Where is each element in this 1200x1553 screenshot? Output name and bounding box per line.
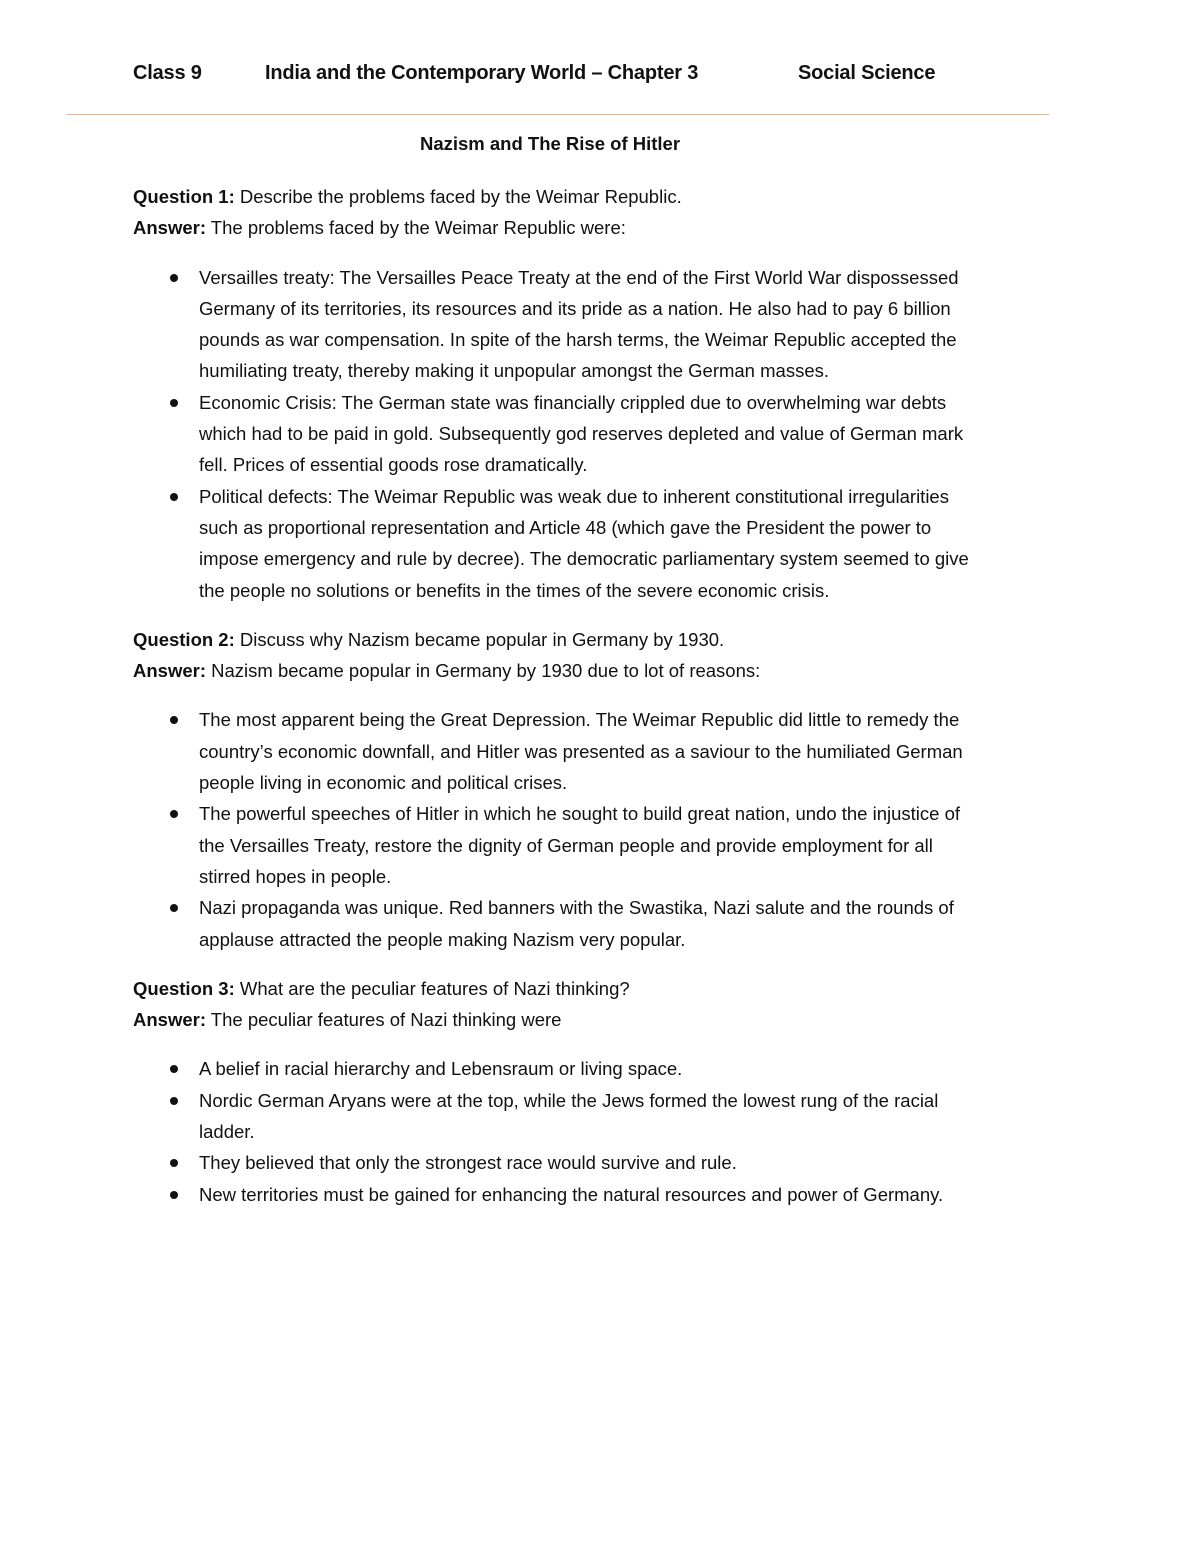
list-item <box>133 262 983 387</box>
answer-2-bullet-list <box>133 704 983 954</box>
list-item-text: Political defects: The Weimar Republic was weak due to inherent constitutional irregularities such as proportional representation and Article 48 (which gave the President the power to impose emergency and rule by decree). The democratic parliamentary system seemed to give the people no solutions or benefits in the times of the severe economic crisis. <box>199 485 969 601</box>
header-divider <box>67 114 1049 115</box>
bullet-icon <box>170 493 178 501</box>
list-item <box>133 892 983 955</box>
answer-text: The problems faced by the Weimar Republic were: <box>206 217 626 239</box>
question-text: What are the peculiar features of Nazi thinking? <box>234 977 630 999</box>
question-line <box>133 973 983 1004</box>
question-line <box>133 181 983 212</box>
list-item-text: Nazi propaganda was unique. Red banners with the Swastika, Nazi salute and the rounds of applause attracted the people making Nazism very popular. <box>199 897 954 950</box>
question-label: Question 1: <box>133 186 235 207</box>
bullet-icon <box>170 716 178 724</box>
document-title: Nazism and The Rise of Hitler <box>419 133 681 154</box>
list-item <box>133 704 983 798</box>
header-stream: Social Science <box>798 62 936 84</box>
bullet-icon <box>170 399 178 407</box>
question-3-block <box>133 973 983 1036</box>
list-item <box>133 1053 983 1084</box>
bullet-icon <box>170 274 178 282</box>
list-item-text: New territories must be gained for enhancing the natural resources and power of Germany. <box>199 1183 944 1205</box>
list-item-text: They believed that only the strongest race would survive and rule. <box>199 1152 737 1174</box>
bullet-icon <box>170 1097 178 1105</box>
question-line <box>133 624 983 655</box>
answer-label: Answer: <box>133 217 206 239</box>
question-text: Discuss why Nazism became popular in Germany by 1930. <box>234 628 725 650</box>
question-label: Question 2: <box>133 628 235 650</box>
question-2-block <box>133 624 983 687</box>
list-item-text: Economic Crisis: The German state was financially crippled due to overwhelming war debts which had to be paid in gold. Subsequently god reserves depleted and value of German mark fell. Prices of essential goods rose dramatically. <box>199 391 964 476</box>
bullet-icon <box>170 1191 178 1199</box>
header-subject: India and the Contemporary World – Chapter 3 <box>265 62 699 84</box>
list-item <box>133 1085 983 1148</box>
list-item-text: The most apparent being the Great Depression. The Weimar Republic did little to remedy the country’s economic downfall, and Hitler was presented as a saviour to the humiliated German people living in economic and political crises. <box>199 709 963 794</box>
list-item <box>133 387 983 481</box>
list-item <box>133 1179 983 1210</box>
document-body <box>133 181 983 1228</box>
answer-line <box>133 655 983 686</box>
list-item-text: Versailles treaty: The Versailles Peace Treaty at the end of the First World War dispossessed Germany of its territories, its resources and its pride as a nation. He also had to pay 6 billion pounds as war compensation. In spite of the harsh terms, the Weimar Republic accepted the humiliating treaty, thereby making it unpopular amongst the German masses. <box>199 266 959 382</box>
answer-text: Nazism became popular in Germany by 1930 due to lot of reasons: <box>206 660 761 682</box>
answer-text: The peculiar features of Nazi thinking were <box>206 1009 562 1031</box>
bullet-icon <box>170 1065 178 1073</box>
answer-3-bullet-list <box>133 1053 983 1209</box>
bullet-icon <box>170 904 178 912</box>
answer-label: Answer: <box>133 660 206 682</box>
list-item-text: The powerful speeches of Hitler in which he sought to build great nation, undo the injustice of the Versailles Treaty, restore the dignity of German people and provide employment for all stirred hopes in people. <box>199 803 961 887</box>
list-item-text: A belief in racial hierarchy and Lebensraum or living space. <box>199 1058 683 1080</box>
question-label: Question 3: <box>133 977 235 999</box>
page-header <box>133 62 963 94</box>
bullet-icon <box>170 810 178 818</box>
answer-line <box>133 1004 983 1035</box>
list-item-text: Nordic German Aryans were at the top, while the Jews formed the lowest rung of the racial ladder. <box>199 1089 939 1143</box>
answer-1-bullet-list <box>133 262 983 606</box>
list-item <box>133 1147 983 1178</box>
list-item <box>133 481 983 606</box>
bullet-icon <box>170 1159 178 1167</box>
answer-label: Answer: <box>133 1009 206 1031</box>
question-1-block <box>133 181 983 244</box>
answer-line <box>133 212 983 243</box>
header-class: Class 9 <box>133 62 202 84</box>
question-text: Describe the problems faced by the Weimar Republic. <box>234 186 682 207</box>
list-item <box>133 798 983 892</box>
